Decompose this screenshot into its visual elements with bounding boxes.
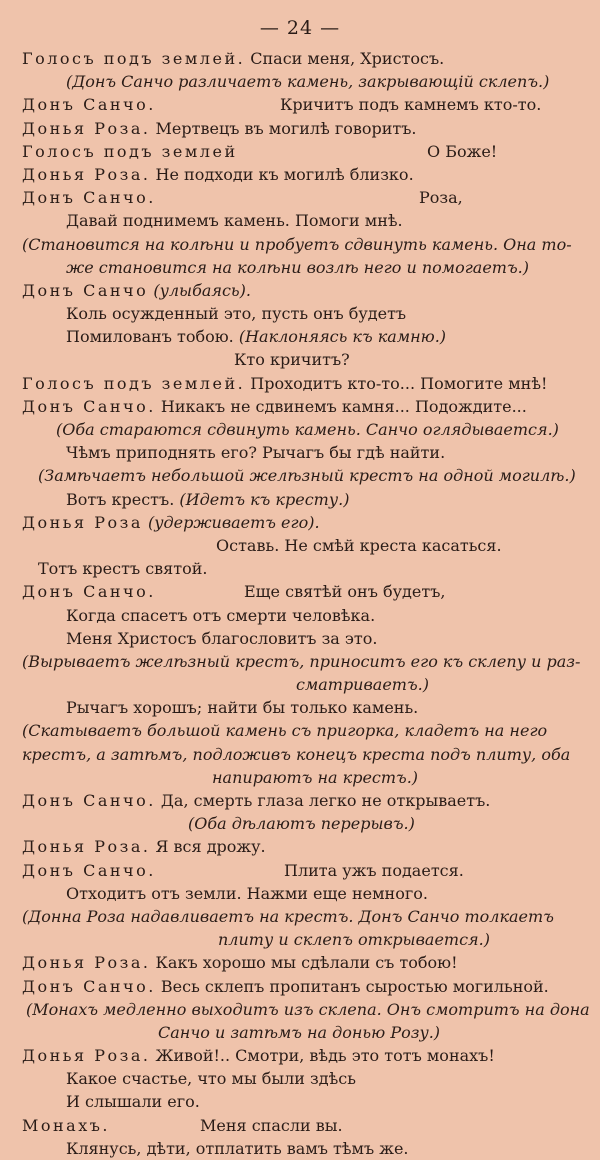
stage-text: плиту и склепъ открывается.) [218,930,490,950]
line-text: Вотъ крестъ. [66,489,180,509]
stage-text: (Замѣчаетъ небольшой желѣзный крестъ на одной могилѣ.) [38,466,576,486]
stage-text: (Вырываетъ желѣзный крестъ, приноситъ его къ склепу и раз- [22,651,581,671]
stage-direction [22,766,582,789]
stage-direction [22,719,582,742]
dialogue-line [22,140,582,163]
line-text: Кричитъ подъ камнемъ кто-то. [280,95,542,115]
line-text: Помилованъ тобою. [66,327,239,347]
stage-text: (Донъ Санчо различаетъ камень, закрывающій склепъ.) [66,72,550,92]
stage-text: крестъ, а затѣмъ, подложивъ конецъ креста подъ плиту, оба [22,744,571,764]
speaker-name: Донъ Санчо. [22,976,156,996]
stage-text: (Скатываетъ большой камень съ пригорка, кладетъ на него [22,721,548,741]
dialogue-line [22,1137,582,1160]
stage-text: (Идетъ къ кресту.) [179,489,350,509]
dialogue-line [22,789,582,812]
stage-text: же становится на колѣни возлѣ него и помогаетъ.) [66,257,529,277]
line-text: Роза, [419,188,463,208]
dialogue-line [22,1114,582,1137]
stage-text: (улыбаясь). [148,280,251,300]
line-text: Когда спасетъ отъ смерти человѣка. [66,605,376,625]
line-text: Давай поднимемъ камень. Помоги мнѣ. [66,211,403,231]
speaker-name: Монахъ. [22,1115,111,1135]
stage-direction [22,70,582,93]
dialogue-line [22,163,582,186]
stage-direction [22,256,582,279]
dialogue-line [22,557,582,580]
stage-direction [22,812,582,835]
stage-direction [22,650,582,673]
dialogue-line [22,859,582,882]
line-text: О Боже! [427,141,498,161]
dialogue-line [22,882,582,905]
speaker-name: Донъ Санчо [22,280,149,300]
speaker-name: Донъ Санчо. [22,396,156,416]
speaker-name: Донья Роза. [22,953,151,973]
dialogue-line [22,47,582,70]
line-text: Клянусь, дѣти, отплатить вамъ тѣмъ же. [66,1138,409,1158]
dialogue-line [22,279,582,302]
line-text: Меня спасли вы. [200,1115,343,1135]
stage-direction [22,743,582,766]
speaker-name: Донъ Санчо. [22,188,156,208]
dialogue-line [22,488,582,511]
speaker-name: Голосъ подъ землей. [22,49,246,68]
stage-text: Санчо и затѣмъ на донью Розу.) [158,1022,441,1042]
stage-direction [22,673,582,696]
dialogue-line [22,627,582,650]
line-text: Рычагъ хорошъ; найти бы только камень. [66,698,419,718]
speaker-name: Голосъ подъ землей [22,141,238,161]
speaker-name: Донъ Санчо. [22,582,156,602]
dialogue-line [22,511,582,534]
line-text: Проходитъ кто-то... Помогите мнѣ! [245,373,548,393]
dialogue-line [22,604,582,627]
dialogue-line [22,302,582,325]
stage-text: сматриваетъ.) [296,675,429,695]
line-text: Живой!.. Смотри, вѣдь это тотъ монахъ! [150,1046,495,1066]
stage-text: (Оба стараются сдвинуть камень. Санчо оглядывается.) [56,420,559,439]
line-text: Спаси меня, Христосъ. [245,49,445,68]
dialogue-line [22,951,582,974]
line-text: И слышали его. [66,1092,200,1112]
dialogue-line [22,441,582,464]
dialogue-line [22,1067,582,1090]
dialogue-line [22,325,582,348]
line-text: Какое счастье, что мы были здѣсь [66,1069,356,1089]
line-text: Отходитъ отъ земли. Нажми еще немного. [66,883,428,903]
line-text: Мертвецъ въ могилѣ говоритъ. [150,118,417,138]
speaker-name: Донъ Санчо. [22,791,156,810]
line-text: Какъ хорошо мы сдѣлали съ тобою! [150,953,458,973]
stage-text: (Монахъ медленно выходитъ изъ склепа. Онъ смотритъ на дона [26,999,590,1019]
speaker-name: Донья Роза. [22,837,151,857]
dialogue-line [22,696,582,719]
stage-direction [22,998,590,1021]
line-text: Я вся дрожу. [150,837,266,857]
dialogue-line [22,395,582,418]
stage-text: (Становится на колѣни и пробуетъ сдвинуть камень. Она то- [22,234,572,254]
play-text [22,47,590,1160]
line-text: Плита ужъ подается. [284,860,464,880]
line-text: Не подходи къ могилѣ близко. [150,164,414,184]
stage-text: (Донна Роза надавливаетъ на крестъ. Донъ Санчо толкаетъ [22,906,554,926]
stage-direction [22,928,582,951]
dialogue-line [22,93,582,116]
dialogue-line [22,209,582,232]
stage-direction [22,1021,582,1044]
speaker-name: Голосъ подъ землей. [22,373,246,393]
dialogue-line [22,1044,582,1067]
speaker-name: Донья Роза [22,512,143,532]
stage-text: (удерживаетъ его). [142,512,320,532]
speaker-name: Донья Роза. [22,118,151,138]
line-text: Тотъ крестъ святой. [38,559,208,579]
line-text: Еще святѣй онъ будетъ, [244,582,446,602]
stage-text: напираютъ на крестъ.) [212,767,419,787]
speaker-name: Донья Роза. [22,164,151,184]
line-text: Чѣмъ приподнять его? Рычагъ бы гдѣ найти. [66,443,446,463]
dialogue-line [22,835,582,858]
dialogue-line [22,1090,582,1113]
stage-text: (Оба дѣлаютъ перерывъ.) [188,814,415,834]
line-text: Весь склепъ пропитанъ сыростью могильной. [155,976,549,996]
stage-direction [22,233,582,256]
line-text: Меня Христосъ благословитъ за это. [66,628,378,648]
line-text: Никакъ не сдвинемъ камня... Подождите... [155,396,527,416]
speaker-name: Донъ Санчо. [22,95,156,115]
dialogue-line [22,534,582,557]
dialogue-line [22,348,582,371]
dialogue-line [22,372,582,395]
dialogue-line [22,975,582,998]
line-text: Да, смерть глаза легко не открываетъ. [155,791,491,810]
stage-direction [22,418,582,441]
stage-direction [22,464,582,487]
line-text: Коль осужденный это, пусть онъ будетъ [66,304,407,324]
dialogue-line [22,186,582,209]
speaker-name: Донъ Санчо. [22,860,156,880]
dialogue-line [22,580,582,603]
dialogue-line [22,117,582,140]
stage-direction [22,905,582,928]
speaker-name: Донья Роза. [22,1046,151,1066]
line-text: Оставь. Не смѣй креста касаться. [216,535,502,555]
stage-text: (Наклоняясь къ камню.) [238,327,447,347]
page-number: — 24 — [259,17,341,39]
line-text: Кто кричитъ? [234,350,350,370]
